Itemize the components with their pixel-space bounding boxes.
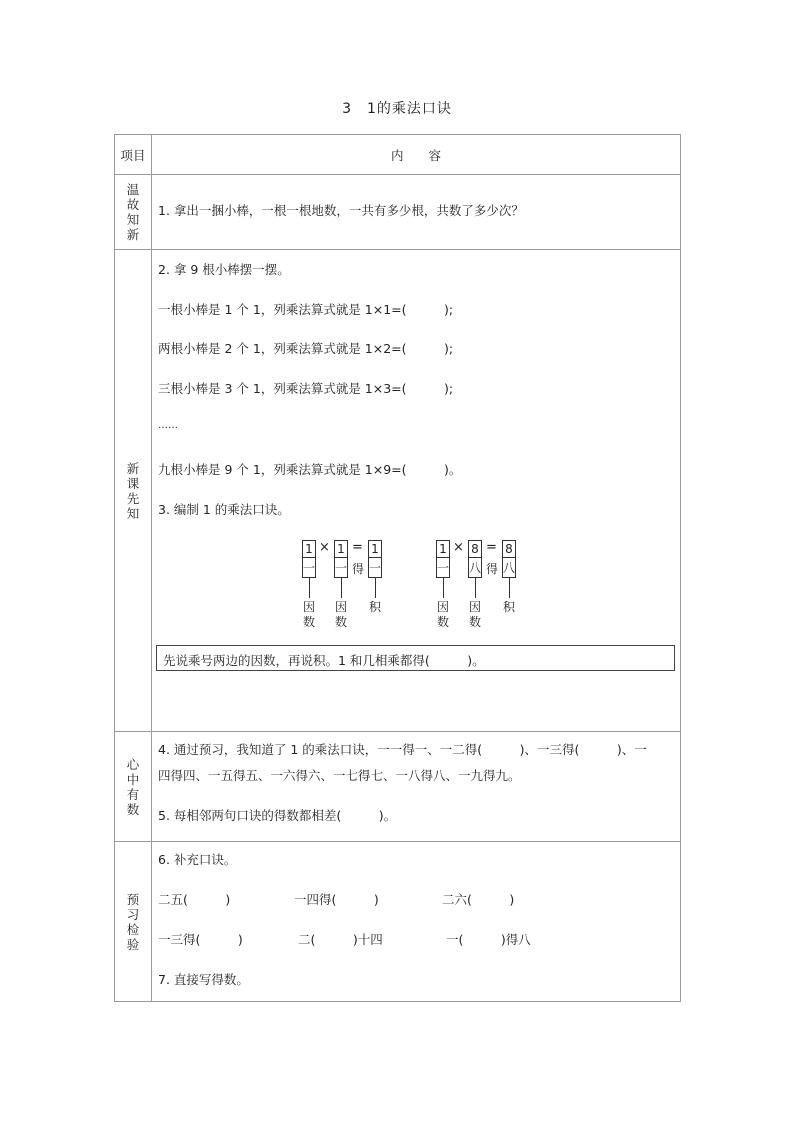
de-char: 得 — [352, 562, 365, 576]
factor-b-stem — [341, 578, 342, 598]
fill-1-2: 一四得( ) — [294, 892, 379, 907]
factor-b-digit: 1 — [337, 542, 345, 556]
factor-label-b: 因数 — [468, 600, 481, 629]
question-2: 2. 拿 9 根小棒摆一摆。 — [158, 262, 290, 277]
product-stem — [375, 578, 376, 598]
factor-label-a: 因数 — [436, 600, 449, 629]
mind-label-cell — [115, 732, 152, 842]
question-1: 1. 拿出一捆小棒，一根一根地数，一共有多少根，共数了多少次？ — [158, 203, 524, 218]
product-label: 积 — [368, 600, 381, 614]
product-cn: 一 — [369, 561, 382, 575]
check-content — [152, 842, 681, 1002]
product-box — [502, 540, 516, 578]
review-content — [152, 175, 681, 250]
factor-b-box — [468, 540, 482, 578]
preview-label: 新课先知 — [126, 460, 140, 521]
product-cn: 八 — [503, 561, 516, 575]
page-title: 3 1的乘法口诀 — [342, 101, 452, 117]
check-label: 预习检验 — [126, 891, 140, 952]
question-4-line-1: 4. 通过预习，我知道了 1 的乘法口诀，一一得一、一二得( )、一三得( )、一 — [158, 742, 647, 757]
factor-a-digit: 1 — [439, 542, 447, 556]
factor-a-box — [302, 540, 316, 578]
factor-a-stem — [309, 578, 310, 598]
question-4-line-2: 四得四、一五得五、一六得六、一七得七、一八得八、一九得九。 — [158, 768, 521, 783]
factor-a-cn: 一 — [303, 561, 316, 575]
fill-2-3: 一( )得八 — [446, 932, 531, 947]
factor-b-box — [334, 540, 348, 578]
equals-sign: = — [352, 540, 363, 555]
factor-a-cn: 一 — [437, 561, 450, 575]
factor-b-cn: 八 — [469, 561, 482, 575]
tip-text: 先说乘号两边的因数，再说积。1 和几相乘都得( )。 — [163, 653, 485, 668]
product-digit: 8 — [505, 542, 513, 556]
header-content-cell — [152, 135, 681, 175]
check-label-cell — [115, 842, 152, 1002]
question-6: 6. 补充口诀。 — [158, 852, 237, 867]
factor-b-digit: 8 — [471, 542, 479, 556]
fill-1-3: 二六( ) — [442, 892, 515, 907]
product-box — [368, 540, 382, 578]
equals-sign: = — [486, 540, 497, 555]
product-label: 积 — [502, 600, 515, 614]
factor-a-stem — [443, 578, 444, 598]
factor-label-b: 因数 — [334, 600, 347, 629]
fill-1-1: 二五( ) — [158, 892, 231, 907]
tip-box — [156, 645, 675, 671]
mind-content — [152, 732, 681, 842]
preview-content — [152, 250, 681, 732]
stick-line-2: 两根小棒是 2 个 1，列乘法算式就是 1×2=( ); — [158, 341, 454, 356]
mind-label: 心中有数 — [126, 756, 140, 817]
factor-a-digit: 1 — [305, 542, 313, 556]
question-5: 5. 每相邻两句口诀的得数都相差( )。 — [158, 808, 397, 823]
multiplication-diagram-1 — [302, 540, 422, 650]
question-3: 3. 编制 1 的乘法口诀。 — [158, 502, 290, 517]
multiplication-diagram-2 — [436, 540, 556, 650]
question-7: 7. 直接写得数。 — [158, 972, 249, 987]
worksheet-table — [114, 134, 681, 1002]
product-digit: 1 — [371, 542, 379, 556]
ellipsis: …… — [158, 420, 178, 431]
stick-line-1: 一根小棒是 1 个 1，列乘法算式就是 1×1=( ); — [158, 302, 454, 317]
header-content: 内 容 — [390, 147, 441, 163]
stick-line-9: 九根小棒是 9 个 1，列乘法算式就是 1×9=( )。 — [158, 462, 462, 477]
fill-2-2: 二( )十四 — [298, 932, 383, 947]
header-item: 项目 — [120, 147, 146, 163]
factor-b-stem — [475, 578, 476, 598]
factor-a-box — [436, 540, 450, 578]
header-item-cell — [115, 135, 152, 175]
factor-label-a: 因数 — [302, 600, 315, 629]
product-stem — [509, 578, 510, 598]
de-char: 得 — [486, 562, 499, 576]
times-sign: × — [319, 540, 330, 555]
times-sign: × — [453, 540, 464, 555]
fill-2-1: 一三得( ) — [158, 932, 243, 947]
stick-line-3: 三根小棒是 3 个 1，列乘法算式就是 1×3=( ); — [158, 381, 454, 396]
review-label: 温故知新 — [126, 182, 140, 242]
factor-b-cn: 一 — [335, 561, 348, 575]
preview-label-cell — [115, 250, 152, 732]
review-label-cell — [115, 175, 152, 250]
